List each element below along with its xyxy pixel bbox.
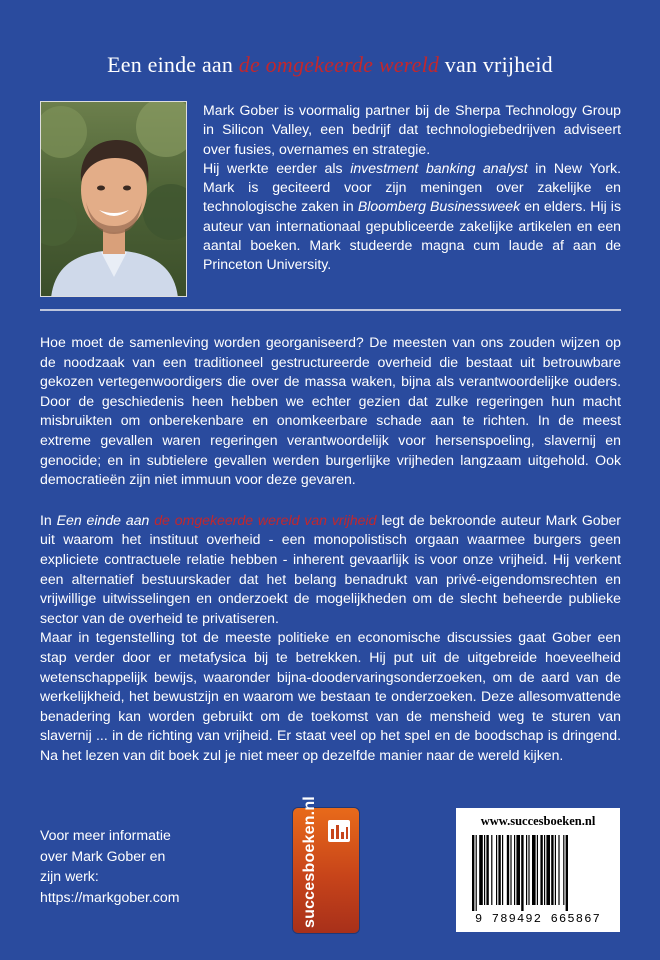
- barcode-bar: [476, 835, 477, 911]
- bio-text: in New York. Mark is geciteerd voor zijn meningen over zakelijke en technologische zaken in: [203, 159, 621, 215]
- section-divider: [40, 309, 621, 311]
- barcode-bar: [479, 835, 483, 905]
- more-info: [40, 825, 240, 907]
- isbn-digits: 9 789492 665867: [474, 912, 602, 926]
- barcode-bar: [516, 835, 520, 905]
- barcode-bar: [472, 835, 474, 911]
- barcode-bar: [514, 835, 515, 905]
- cover-title: [0, 52, 660, 78]
- bio-job-title: investment banking analyst: [350, 159, 528, 176]
- barcode-bar: [540, 835, 542, 905]
- author-bio: [203, 101, 621, 275]
- author-website-link[interactable]: https://markgober.com: [40, 888, 180, 905]
- blurb: [40, 333, 621, 765]
- barcode-bar: [558, 835, 559, 905]
- bio-text: en elders. Hij is auteur van internationaal gepubliceerde zakelijke artikelen en een aantal boeken. Mark studeerde magna cum laude af aan de Princeton University.: [203, 198, 621, 273]
- barcode-bar: [566, 835, 568, 911]
- author-photo: [40, 101, 187, 297]
- barcode-bar: [521, 835, 523, 911]
- barcode-bar: [551, 835, 553, 905]
- blurb-paragraph-2: [40, 511, 621, 629]
- blurb-paragraph-3: Maar in tegenstelling tot de meeste politieke en economische discussies gaat Gober een stap verder door er metafysica bij te betrekken. Hij put uit de uitgebreide hoeveelheid wetenschappelijk bewijs, waaronder bijna-doodervaringsonderzoeken, om de aard van de werkelijkheid, het bewustzijn en waarom we bestaan te onderzoeken. Deze allesomvattende benadering kan worden gebruikt om de toekomst van de mensheid weg te sturen van slavernij ... in de richting van vrijheid. Er staat veel op het spel en de boodschap is dringend. Na het lezen van dit boek zul je niet meer op dezelfde manier naar de wereld kijken.: [40, 629, 621, 763]
- barcode-bar: [563, 835, 564, 905]
- bio-paragraph-2: [203, 159, 621, 275]
- barcode-bar: [496, 835, 497, 905]
- publisher-name: succesboeken.nl: [301, 796, 318, 928]
- barcode-bar: [546, 835, 550, 905]
- barcode-bar: [544, 835, 545, 905]
- barcode-bar: [555, 835, 556, 905]
- barcode-bar: [532, 835, 536, 905]
- barcode-bar: [502, 835, 503, 905]
- title-highlight: de omgekeerde wereld: [238, 52, 440, 77]
- barcode-bar: [510, 835, 511, 905]
- publisher-url: www.succesboeken.nl: [480, 814, 596, 828]
- bio-publication: Bloomberg Businessweek: [357, 198, 521, 215]
- title-part1: Een einde aan: [107, 52, 239, 77]
- barcode-bar: [528, 835, 529, 905]
- bar-chart-icon: [328, 820, 350, 842]
- bio-paragraph-1: Mark Gober is voormalig partner bij de Sherpa Technology Group in Silicon Valley, een bedrijf dat technologiebedrijven adviseert over fusies, overnames en strategie.: [203, 102, 621, 157]
- barcode-bar: [537, 835, 538, 905]
- barcode-bar: [507, 835, 509, 905]
- info-line: zijn werk:: [40, 868, 99, 885]
- barcode-icon: [470, 835, 606, 911]
- publisher-logo: [293, 796, 359, 933]
- barcode-bar: [484, 835, 485, 905]
- blurb-text: legt de bekroonde auteur Mark Gober uit waarom het instituut overheid - een monopolistisch orgaan waarmee burgers geen expliciete contractuele relatie hebben - inherent gevaarlijk is voor onze vrijheid. Hij verkent een alternatief bestuurskader dat het belang benadrukt van privé-eigendomsrechten en vrijwillige uitwisselingen en onderzoekt de mogelijkheden om de slecht beheerde publieke sector van de overheid te privatiseren.: [40, 511, 621, 626]
- barcode-bar: [526, 835, 527, 905]
- barcode-bar: [498, 835, 500, 905]
- barcode-panel: [456, 808, 620, 932]
- barcode-bar: [486, 835, 488, 905]
- blurb-paragraph-1: Hoe moet de samenleving worden georganiseerd? De meesten van ons zouden wijzen op de noodzaak van een traditioneel gestructureerde overheid die bestaat uit betrouwbare gekozen vertegenwoordigers die over de massa waken, bijna als verantwoordelijke ouders. Door de geschiedenis heen hebben we echter gezien dat zulke regeringen hun macht misbruikten om onberekenbare en onomkeerbare schade aan te richten. In de meest extreme gevallen waren regeringen verantwoordelijk voor hersenspoeling, slavernij en genocide; en in subtielere gevallen werden burgerlijke vrijheden langzaam uitgehold. Ook democratieën zijn niet immuun voor deze gevaren.: [40, 334, 621, 488]
- barcode-bar: [491, 835, 492, 905]
- title-part2: van vrijheid: [439, 52, 553, 77]
- blurb-text: In: [40, 511, 57, 528]
- book-title-highlight: de omgekeerde wereld van vrijheid: [154, 511, 377, 528]
- book-title-part: Een einde aan: [56, 511, 150, 528]
- info-line: over Mark Gober en: [40, 847, 166, 864]
- info-line: Voor meer informatie: [40, 827, 171, 843]
- bio-text: Hij werkte eerder als: [203, 159, 351, 176]
